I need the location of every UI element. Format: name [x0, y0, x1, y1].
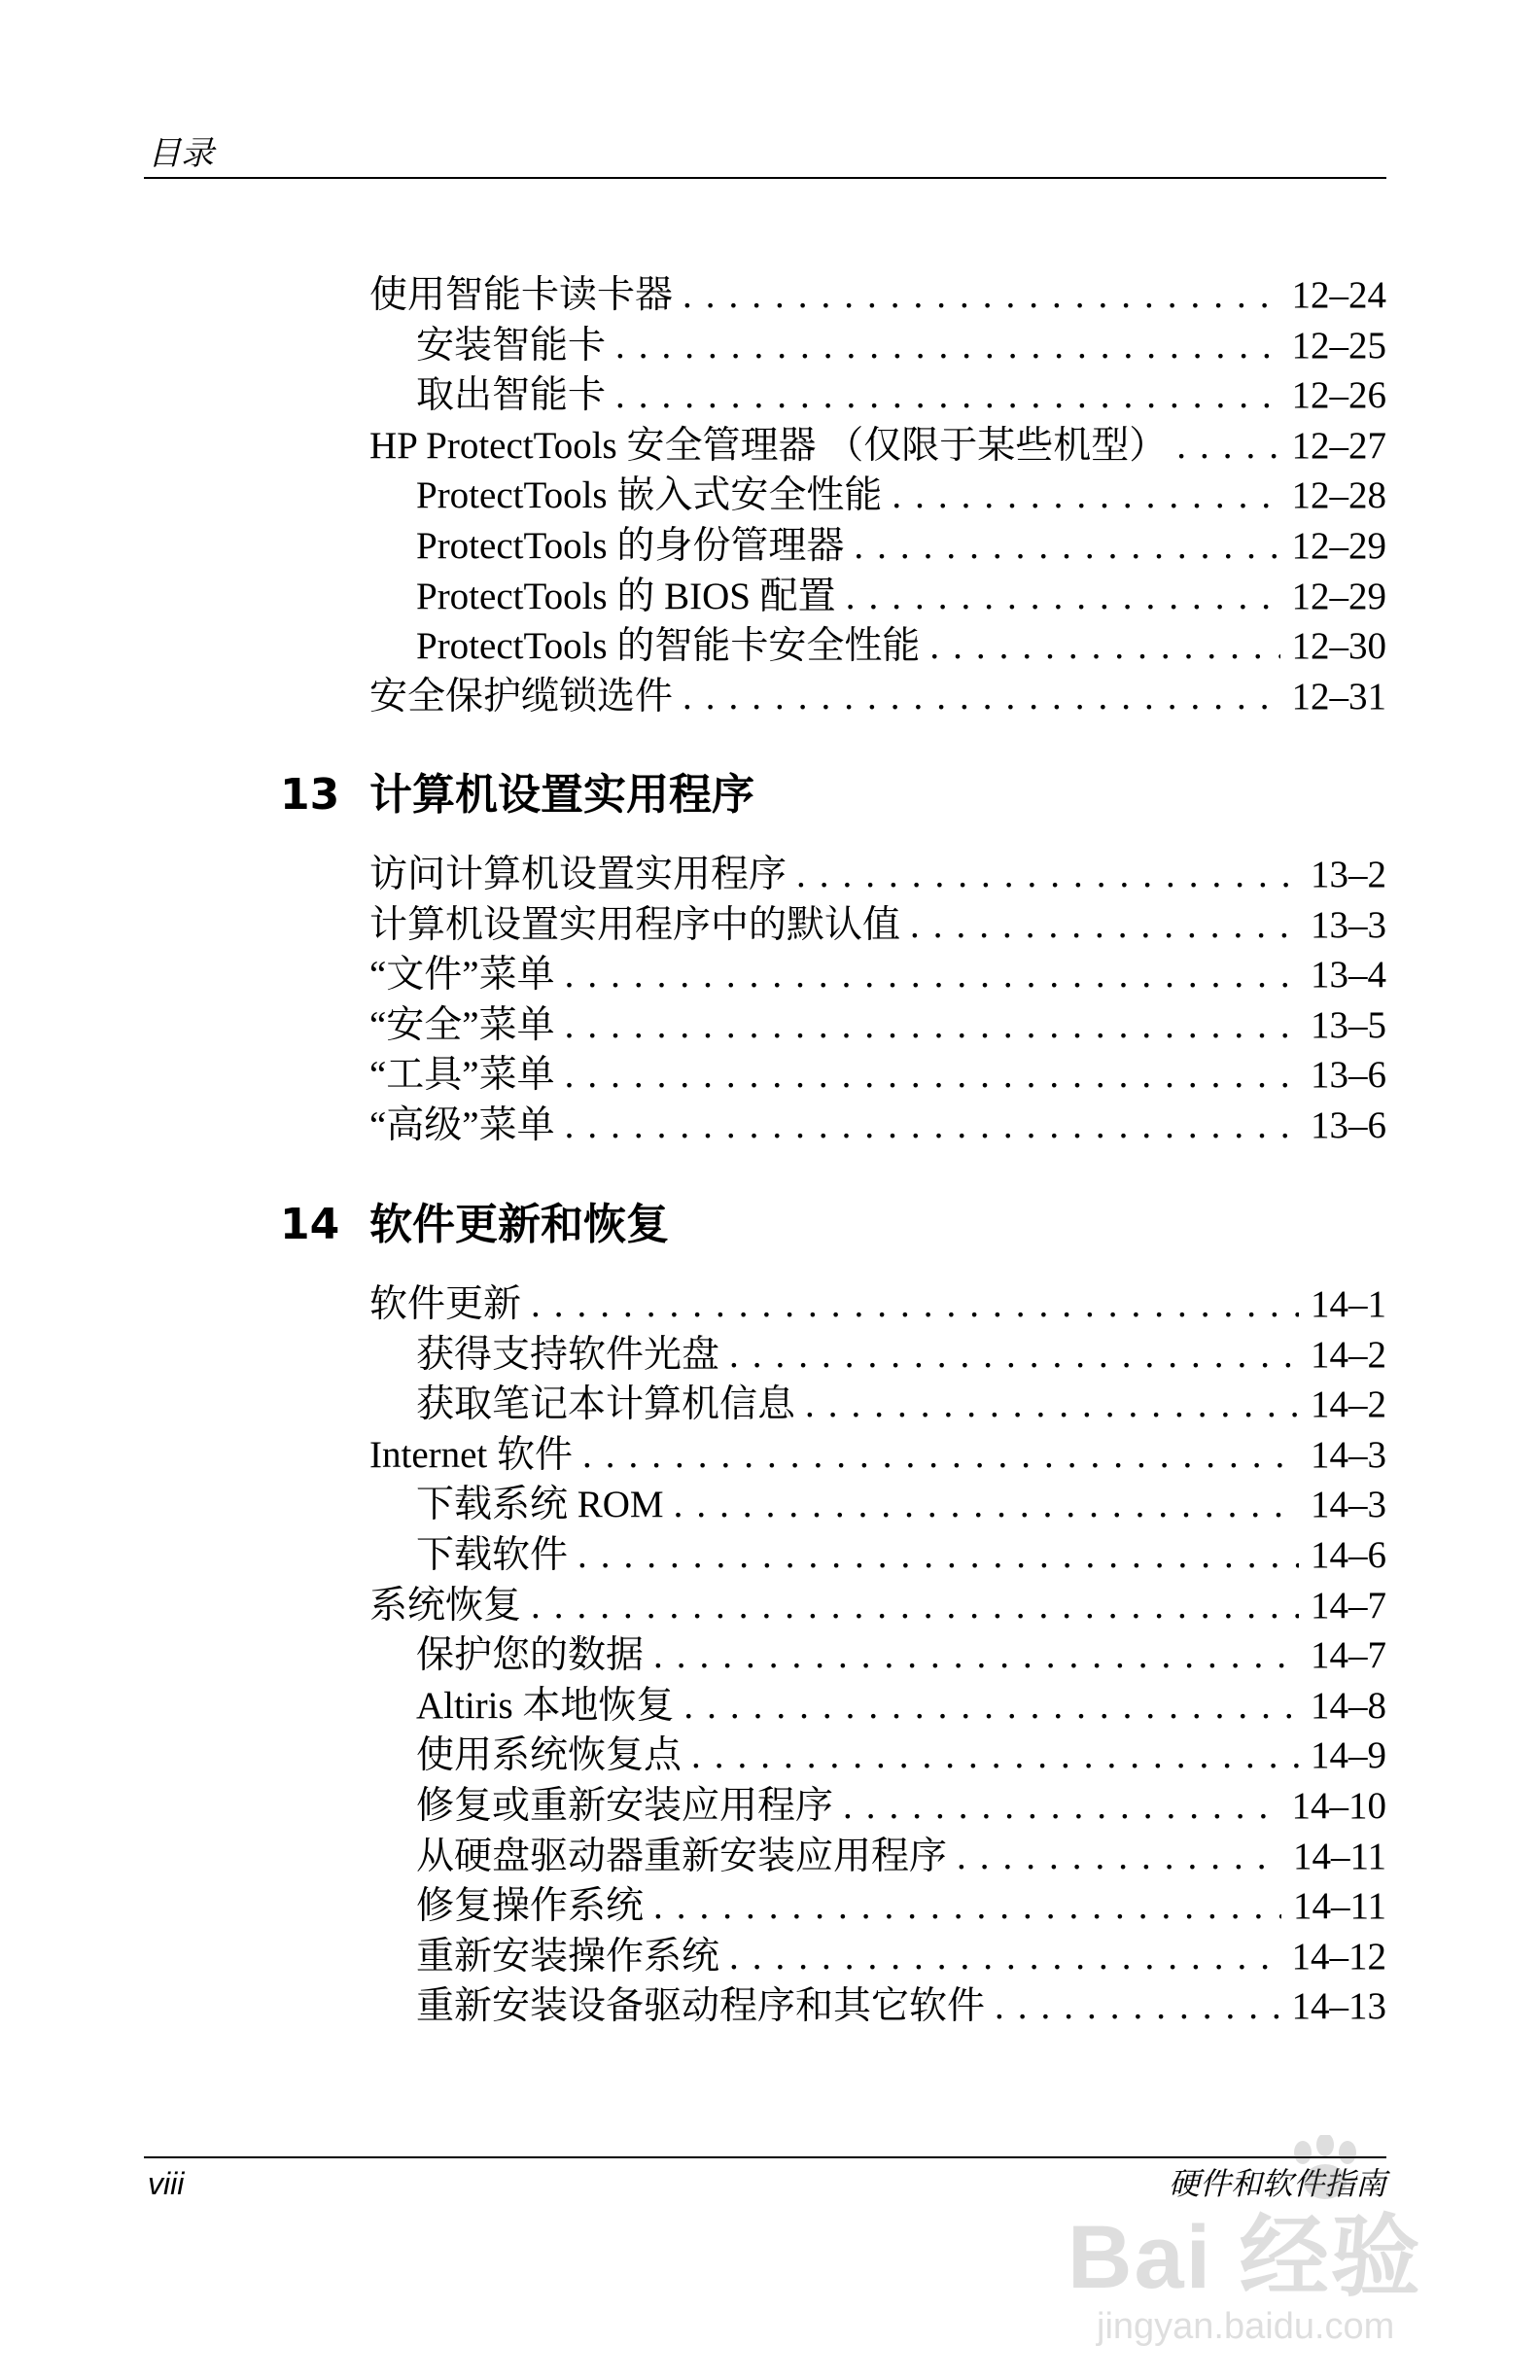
toc-entry-label: 重新安装操作系统: [416, 1935, 720, 1978]
dot-leader: [653, 1881, 1281, 1932]
toc-entry-page: 14–11: [1292, 1885, 1386, 1928]
toc-entry-page: 14–2: [1311, 1383, 1386, 1426]
dot-leader: [1176, 421, 1279, 472]
running-header-title: 目录: [148, 135, 214, 172]
dot-leader: [682, 270, 1279, 321]
toc-entry[interactable]: [369, 521, 1386, 572]
toc-entry-label: “工具”菜单: [369, 1054, 555, 1097]
footer-book-title: 硬件和软件指南: [1168, 2166, 1386, 2201]
toc-entry[interactable]: [369, 672, 1386, 722]
toc-entry-label: 安装智能卡: [416, 324, 607, 367]
dot-leader: [653, 1630, 1299, 1681]
toc-entry-label: 访问计算机设置实用程序: [369, 854, 788, 895]
toc-entry-page: 14–3: [1311, 1484, 1386, 1526]
header-rule: [144, 177, 1386, 179]
watermark-url: jingyan.baidu.com: [1097, 2306, 1395, 2347]
chapter-number: 13: [280, 770, 340, 820]
toc-entry-label: ProtectTools 的智能卡安全性能: [416, 625, 921, 668]
dot-leader: [995, 1981, 1279, 2032]
toc-entry-page: 12–26: [1291, 374, 1386, 417]
toc-entry-page: 14–12: [1291, 1935, 1386, 1978]
toc-entry[interactable]: [369, 621, 1386, 672]
dot-leader: [683, 1681, 1299, 1732]
toc-entry-label: 安全保护缆锁选件: [369, 675, 674, 718]
toc-entry-label: 取出智能卡: [416, 374, 607, 417]
toc-entry-label: 系统恢复: [369, 1584, 522, 1627]
toc-entry[interactable]: [369, 321, 1386, 371]
dot-leader: [565, 1000, 1299, 1051]
toc-entry[interactable]: [369, 1581, 1386, 1631]
dot-leader: [565, 1101, 1299, 1151]
toc-entry-label: ProtectTools 嵌入式安全性能: [416, 474, 883, 517]
toc-entry-page: 13–6: [1311, 1054, 1386, 1097]
dot-leader: [929, 621, 1279, 672]
toc-entry-label: 计算机设置实用程序中的默认值: [369, 903, 901, 946]
toc-entry-page: 12–27: [1291, 424, 1386, 467]
toc-entry-page: 14–8: [1311, 1684, 1386, 1727]
toc-entry-label: 保护您的数据: [416, 1634, 645, 1677]
toc-entry[interactable]: [369, 270, 1386, 321]
toc-entry-page: 12–24: [1291, 274, 1386, 316]
dot-leader: [729, 1932, 1279, 1982]
toc-entry-label: “高级”菜单: [369, 1103, 555, 1146]
dot-leader: [578, 1530, 1299, 1581]
toc-entry[interactable]: [369, 572, 1386, 622]
toc-entry[interactable]: [369, 421, 1386, 472]
dot-leader: [846, 572, 1280, 622]
toc-entry[interactable]: [369, 950, 1386, 1000]
toc-entry-page: 12–29: [1291, 524, 1386, 567]
toc-entry[interactable]: [369, 1050, 1386, 1101]
toc-entry-page: 14–7: [1311, 1634, 1386, 1677]
chapter-title: 计算机设置实用程序: [369, 770, 754, 820]
toc-entry[interactable]: [369, 1330, 1386, 1381]
toc-entry-label: ProtectTools 的身份管理器: [416, 524, 845, 567]
toc-entry-label: 修复操作系统: [416, 1885, 645, 1928]
toc-section-chapter-12-continued: [369, 270, 1386, 721]
toc-entry[interactable]: [369, 1101, 1386, 1151]
dot-leader: [531, 1279, 1299, 1330]
toc-entry-label: 获取笔记本计算机信息: [416, 1383, 796, 1426]
toc-entry-label: 修复或重新安装应用程序: [416, 1784, 834, 1827]
toc-entry-page: 13–2: [1311, 854, 1386, 895]
toc-entry-page: 13–6: [1311, 1103, 1386, 1146]
toc-entry-label: “安全”菜单: [369, 1003, 555, 1046]
chapter-heading-13: [280, 768, 754, 822]
footer-page-number: viii: [148, 2166, 185, 2201]
dot-leader: [682, 672, 1279, 722]
toc-entry-page: 12–25: [1291, 324, 1386, 367]
toc-entry-label: 软件更新: [369, 1283, 522, 1325]
toc-section-chapter-14: [369, 1279, 1386, 2032]
toc-entry-page: 12–29: [1291, 575, 1386, 617]
toc-entry-page: 14–9: [1311, 1734, 1386, 1777]
dot-leader: [892, 471, 1279, 521]
dot-leader: [582, 1430, 1299, 1481]
dot-leader: [796, 850, 1299, 900]
toc-entry[interactable]: [369, 1430, 1386, 1481]
dot-leader: [691, 1731, 1299, 1781]
toc-entry[interactable]: [369, 1530, 1386, 1581]
dot-leader: [674, 1480, 1299, 1530]
toc-entry-label: 从硬盘驱动器重新安装应用程序: [416, 1835, 948, 1877]
toc-entry[interactable]: [369, 1932, 1386, 1982]
toc-entry[interactable]: [369, 370, 1386, 421]
toc-section-chapter-13: [369, 850, 1386, 1151]
dot-leader: [805, 1380, 1299, 1430]
chapter-heading-14: [280, 1198, 669, 1252]
toc-entry[interactable]: [369, 1881, 1386, 1932]
toc-entry-label: 使用系统恢复点: [416, 1734, 682, 1777]
toc-entry-label: Altiris 本地恢复: [416, 1684, 675, 1727]
toc-entry-label: ProtectTools 的 BIOS 配置: [416, 575, 836, 617]
toc-entry[interactable]: [369, 471, 1386, 521]
baidu-jingyan-watermark: [1038, 2135, 1456, 2359]
dot-leader: [910, 900, 1299, 951]
chapter-title: 软件更新和恢复: [369, 1200, 669, 1249]
toc-entry-label: HP ProtectTools 安全管理器 （仅限于某些机型）: [369, 424, 1168, 467]
toc-entry-page: 14–13: [1291, 1985, 1386, 2028]
toc-entry[interactable]: [369, 1981, 1386, 2032]
dot-leader: [565, 1050, 1299, 1101]
toc-entry-page: 14–3: [1311, 1433, 1386, 1476]
toc-entry[interactable]: [369, 850, 1386, 900]
toc-entry[interactable]: [369, 1630, 1386, 1681]
toc-entry-label: 下载软件: [416, 1533, 569, 1576]
toc-entry[interactable]: [369, 1731, 1386, 1781]
toc-entry-page: 12–31: [1291, 675, 1386, 718]
chapter-number: 14: [280, 1200, 340, 1249]
toc-entry[interactable]: [369, 1832, 1386, 1882]
toc-entry-label: “文件”菜单: [369, 954, 555, 997]
dot-leader: [531, 1581, 1299, 1631]
toc-entry[interactable]: [369, 1681, 1386, 1732]
dot-leader: [615, 321, 1279, 371]
toc-entry-page: 14–2: [1311, 1333, 1386, 1376]
toc-entry-page: 14–10: [1291, 1784, 1386, 1827]
toc-entry-label: 使用智能卡读卡器: [369, 274, 674, 316]
toc-entry-page: 13–3: [1311, 903, 1386, 946]
toc-entry-label: 下载系统 ROM: [416, 1484, 664, 1526]
toc-entry-label: Internet 软件: [369, 1433, 574, 1476]
toc-entry-page: 14–6: [1311, 1533, 1386, 1576]
toc-entry[interactable]: [369, 1480, 1386, 1530]
dot-leader: [957, 1832, 1281, 1882]
toc-entry-label: 获得支持软件光盘: [416, 1333, 720, 1376]
toc-entry-page: 13–4: [1311, 954, 1386, 997]
toc-entry[interactable]: [369, 1000, 1386, 1051]
toc-entry-page: 14–7: [1311, 1584, 1386, 1627]
dot-leader: [729, 1330, 1299, 1381]
toc-entry[interactable]: [369, 1380, 1386, 1430]
toc-entry-page: 14–1: [1311, 1283, 1386, 1325]
toc-entry[interactable]: [369, 900, 1386, 951]
toc-entry-label: 重新安装设备驱动程序和其它软件: [416, 1985, 986, 2028]
toc-entry-page: 12–28: [1291, 474, 1386, 517]
toc-entry[interactable]: [369, 1781, 1386, 1832]
dot-leader: [565, 950, 1299, 1000]
toc-entry[interactable]: [369, 1279, 1386, 1330]
toc-entry-page: 13–5: [1311, 1003, 1386, 1046]
dot-leader: [615, 370, 1279, 421]
toc-entry-page: 12–30: [1291, 625, 1386, 668]
dot-leader: [854, 521, 1279, 572]
watermark-brand: Bai 经验: [1068, 2208, 1422, 2307]
dot-leader: [843, 1781, 1279, 1832]
toc-entry-page: 14–11: [1292, 1835, 1386, 1877]
